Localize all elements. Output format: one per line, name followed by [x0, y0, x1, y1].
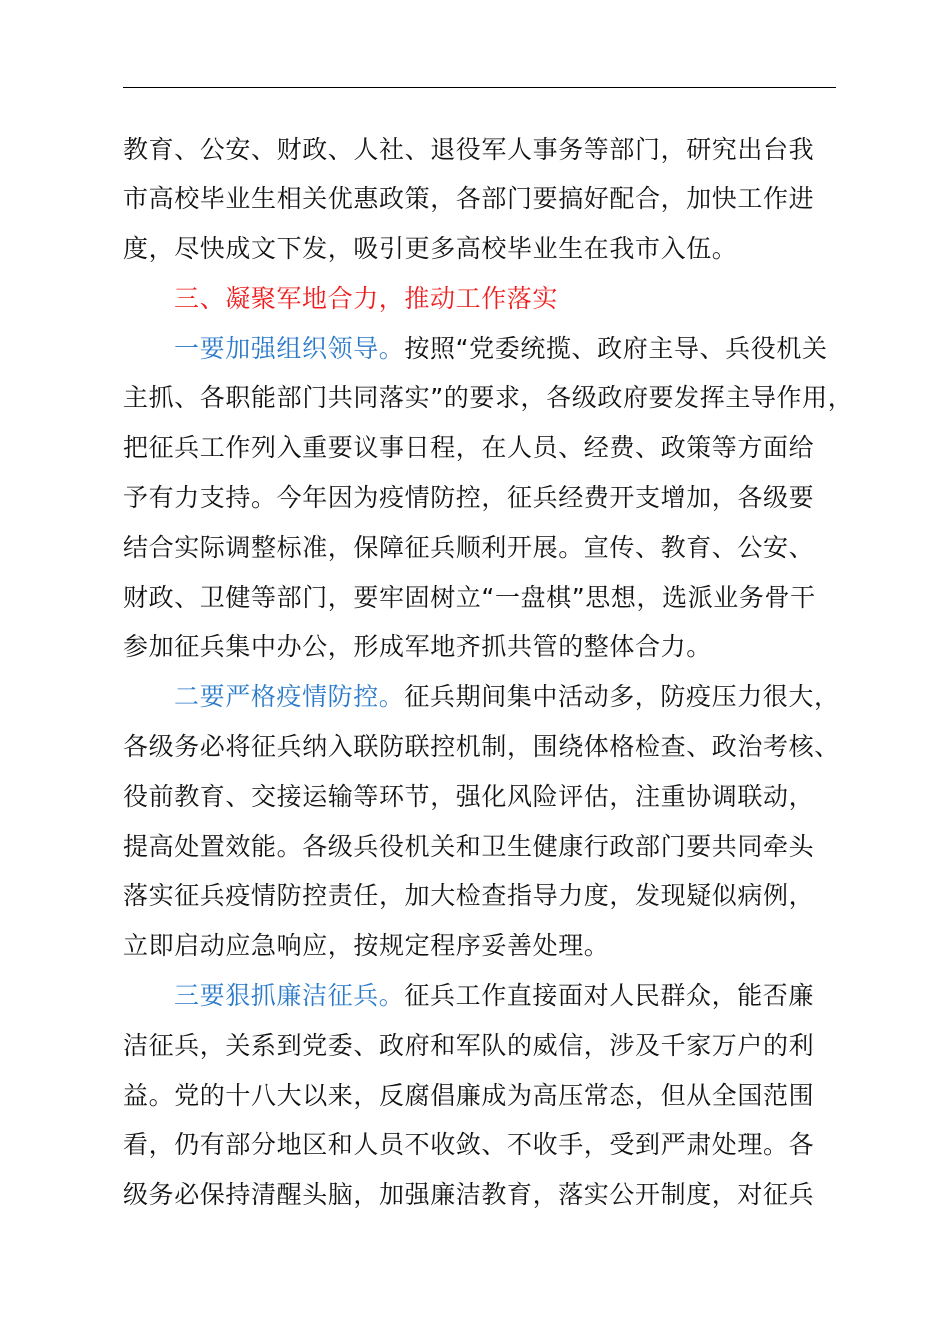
p3-line-4: 看，仍有部分地区和人员不收敛、不收手，受到严肃处理。各	[123, 1130, 815, 1159]
section-heading: 三、凝聚军地合力，推动工作落实	[174, 284, 559, 313]
p1-line-6: 财政、卫健等部门，要牢固树立“一盘棋”思想，选派业务骨干	[123, 583, 816, 612]
p1-line-5: 结合实际调整标准，保障征兵顺利开展。宣传、教育、公安、	[123, 533, 815, 562]
p1-lead: 一要加强组织领导。	[174, 334, 405, 363]
p1-line-3: 把征兵工作列入重要议事日程，在人员、经费、政策等方面给	[123, 433, 815, 462]
p3-line-1	[174, 981, 814, 1011]
p1-line-1-text: 按照“党委统揽、政府主导、兵役机关	[404, 334, 828, 363]
p3-line-5: 级务必保持清醒头脑，加强廉洁教育，落实公开制度，对征兵	[123, 1180, 815, 1209]
p2-line-3: 役前教育、交接运输等环节，强化风险评估，注重协调联动，	[123, 782, 815, 811]
p1-line-4: 予有力支持。今年因为疫情防控，征兵经费开支增加，各级要	[123, 483, 815, 512]
intro-line-1: 教育、公安、财政、人社、退役军人事务等部门，研究出台我	[123, 135, 815, 164]
p2-line-2: 各级务必将征兵纳入联防联控机制，围绕体格检查、政治考核、	[123, 732, 840, 761]
p3-line-2: 洁征兵，关系到党委、政府和军队的威信，涉及千家万户的利	[123, 1031, 815, 1060]
intro-line-3: 度，尽快成文下发，吸引更多高校毕业生在我市入伍。	[123, 234, 738, 263]
p1-line-1	[174, 334, 828, 364]
p2-line-4: 提高处置效能。各级兵役机关和卫生健康行政部门要共同牵头	[123, 832, 815, 861]
p1-line-2: 主抓、各职能部门共同落实”的要求，各级政府要发挥主导作用，	[123, 383, 854, 412]
p2-line-1-text: 征兵期间集中活动多，防疫压力很大，	[404, 682, 840, 711]
p2-line-1	[174, 682, 840, 712]
p2-lead: 二要严格疫情防控。	[174, 682, 405, 711]
p3-line-1-text: 征兵工作直接面对人民群众，能否廉	[404, 981, 815, 1010]
p2-line-5: 落实征兵疫情防控责任，加大检查指导力度，发现疑似病例，	[123, 881, 815, 910]
p2-line-6: 立即启动应急响应，按规定程序妥善处理。	[123, 931, 610, 960]
p1-line-7: 参加征兵集中办公，形成军地齐抓共管的整体合力。	[123, 632, 712, 661]
p3-lead: 三要狠抓廉洁征兵。	[174, 981, 405, 1010]
p3-line-3: 益。党的十八大以来，反腐倡廉成为高压常态，但从全国范围	[123, 1081, 815, 1110]
header-rule	[123, 87, 836, 88]
intro-line-2: 市高校毕业生相关优惠政策，各部门要搞好配合，加快工作进	[123, 184, 815, 213]
